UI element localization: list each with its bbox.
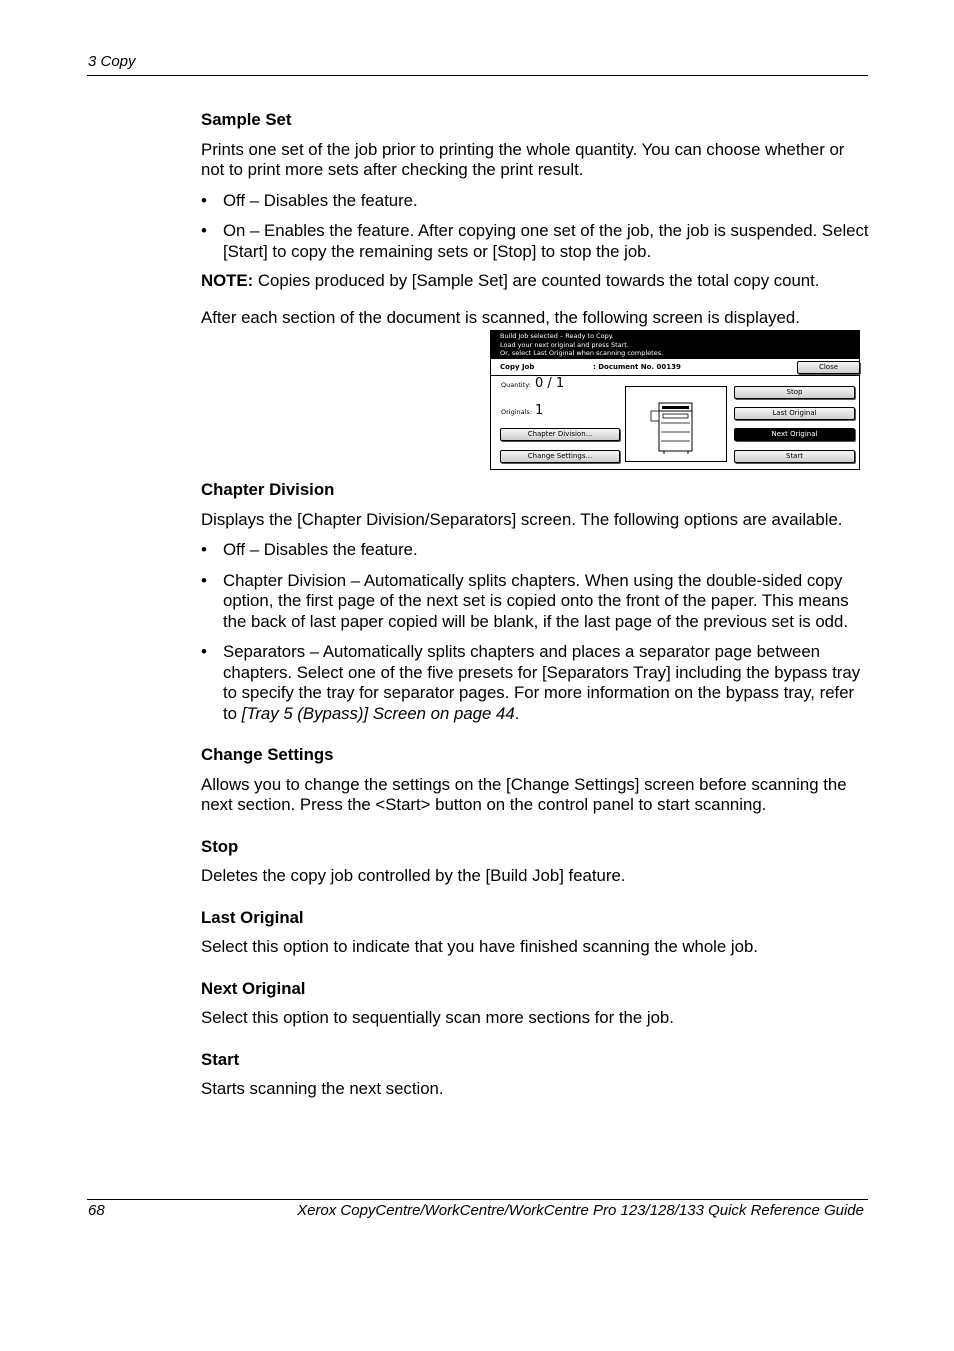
heading-last-original: Last Original	[201, 907, 304, 927]
status-message: Build Job selected – Ready to Copy.	[500, 332, 614, 340]
start-button[interactable]: Start	[734, 450, 855, 463]
quantity-label: Quantity:	[501, 381, 531, 389]
quantity-value: 0 / 1	[535, 376, 565, 391]
bullet-dot: •	[201, 570, 207, 590]
machine-graphic-frame	[625, 386, 727, 462]
bullet-dot: •	[201, 221, 207, 240]
last-original-para: Select this option to indicate that you have finished scanning the whole job.	[201, 937, 758, 956]
originals-value: 1	[535, 403, 544, 418]
stop-para: Deletes the copy job controlled by the [Build Job] feature.	[201, 866, 626, 885]
start-para: Starts scanning the next section.	[201, 1079, 444, 1098]
next-original-button[interactable]: Next Original	[734, 428, 855, 441]
bullet-text: Off – Disables the feature.	[223, 190, 418, 210]
note	[201, 271, 871, 292]
bullet-dot: •	[201, 642, 207, 661]
copier-icon	[626, 387, 726, 461]
copy-job-label: Copy Job	[500, 363, 535, 371]
stop-button[interactable]: Stop	[734, 386, 855, 399]
chapter-division-button[interactable]: Chapter Division...	[500, 428, 620, 441]
change-settings-button[interactable]: Change Settings...	[500, 450, 620, 463]
status-message: Or, select Last Original when scanning completes.	[500, 349, 664, 357]
originals-label: Originals:	[501, 408, 533, 416]
bullet-text: On – Enables the feature. After copying one set of the job, the job is suspended. Select [Start] to copy the remaining sets or [Stop] to stop the job.	[223, 221, 869, 261]
bullet-text: Off – Disables the feature.	[223, 540, 418, 559]
after-scan-para: After each section of the document is scanned, the following screen is displayed.	[201, 307, 800, 327]
sample-set-para: Prints one set of the job prior to printing the whole quantity. You can choose whether or not to print more sets after checking the print result.	[201, 139, 845, 179]
document-number: : Document No. 00139	[593, 363, 681, 371]
main-content	[201, 110, 871, 1100]
note-text: Copies produced by [Sample Set] are counted towards the total copy count.	[253, 271, 820, 290]
status-message: Load your next original and press Start.	[500, 340, 629, 349]
heading-next-original: Next Original	[201, 978, 306, 998]
close-button[interactable]: Close	[797, 361, 860, 374]
bullet-dot: •	[201, 540, 207, 559]
bullet-item	[201, 540, 871, 561]
page-number: 68	[88, 1202, 105, 1219]
heading-start: Start	[201, 1049, 240, 1069]
heading-stop: Stop	[201, 836, 239, 856]
bullet-text: Separators – Automatically splits chapters and places a separator page between chapters. Select one of the five presets for [Separators Tray] including the bypass tray to specify the tray for separator pages. For more information on the bypass tray, refer to	[223, 642, 861, 723]
next-original-para: Select this option to sequentially scan more sections for the job.	[201, 1008, 674, 1027]
heading-change-settings: Change Settings	[201, 745, 334, 764]
status-message-bar	[491, 331, 859, 359]
last-original-button[interactable]: Last Original	[734, 407, 855, 420]
footer-title: Xerox CopyCentre/WorkCentre/WorkCentre Pro 123/128/133 Quick Reference Guide	[297, 1202, 864, 1219]
change-settings-para: Allows you to change the settings on the [Change Settings] screen before scanning the next section. Press the <Start> button on the control panel to start scanning.	[201, 774, 847, 814]
footer-rule	[87, 1199, 868, 1200]
bullet-item	[201, 571, 871, 633]
note-label: NOTE:	[201, 271, 254, 290]
cross-reference-link[interactable]: [Tray 5 (Bypass)] Screen on page 44	[241, 703, 515, 723]
running-header: 3 Copy	[88, 53, 136, 70]
heading-chapter-division: Chapter Division	[201, 480, 335, 499]
heading-sample-set: Sample Set	[201, 110, 292, 129]
bullet-text-end: .	[514, 703, 520, 723]
header-rule	[87, 75, 868, 76]
bullet-text: Chapter Division – Automatically splits chapters. When using the double-sided copy option, the first page of the next set is copied onto the front of the paper. This means the back of last paper copied will be blank, if the last page of the previous set is odd.	[223, 570, 849, 631]
chapter-division-para: Displays the [Chapter Division/Separators] screen. The following options are available.	[201, 509, 843, 529]
job-info-row	[491, 360, 859, 376]
bullet-item	[201, 191, 871, 212]
bullet-dot: •	[201, 190, 207, 210]
bullet-item	[201, 221, 871, 262]
bullet-item	[201, 642, 871, 724]
build-job-screen	[490, 330, 860, 470]
